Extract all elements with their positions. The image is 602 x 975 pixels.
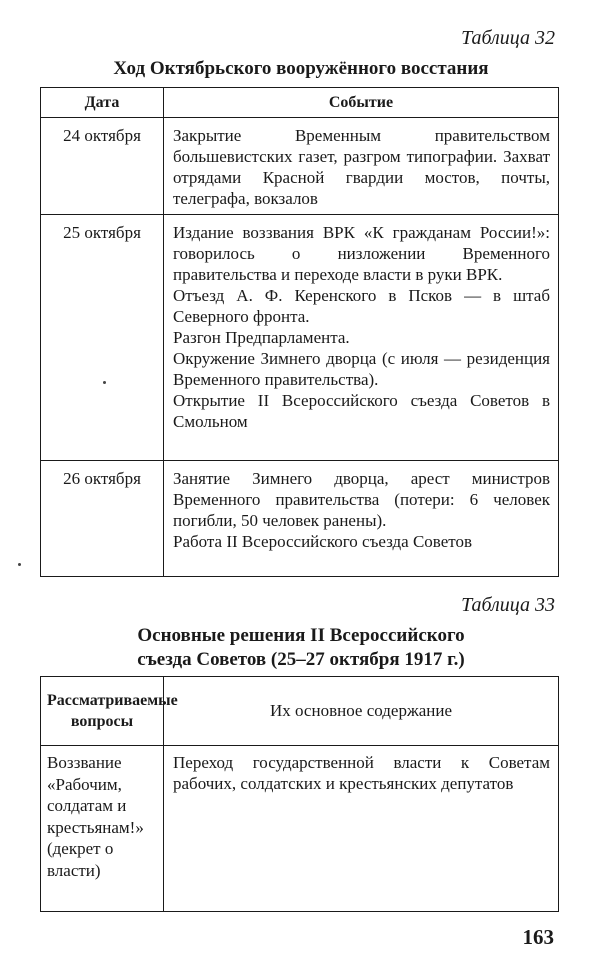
print-speck [103,381,106,384]
print-speck [18,563,21,566]
table-32-title: Ход Октябрьского вооружённого восстания [113,58,489,79]
table-32-header-row [41,88,559,118]
row-content: Переход государственной власти к Советам рабочих, солдатских и крестьянских депутатов [164,746,559,912]
table-32 [40,87,559,577]
row-date: 26 октября [41,461,164,577]
row-question: Воззвание «Рабочим, солдатам и крестьянам!» (декрет о власти) [41,746,164,912]
table-row [41,746,559,912]
table-33-header-row [41,677,559,746]
row-date: 25 октября [41,215,164,461]
row-event [164,461,559,577]
table-row [41,461,559,577]
table-row [41,118,559,215]
column-header-content: Их основное содержание [164,677,559,746]
table-row [41,215,559,461]
event-line: Отъезд А. Ф. Керенского в Псков — в штаб Северного фронта. [173,286,550,326]
table-33-title-line-1: Основные решения II Всероссийского [137,625,465,646]
event-line: Занятие Зимнего дворца, арест министров Временного правительства (потери: 6 человек погибли, 50 человек ранены). [173,469,550,530]
row-date: 24 октября [41,118,164,215]
row-event [164,215,559,461]
column-header-event: Событие [164,88,559,118]
event-line: Открытие II Всероссийского съезда Советов в Смольном [173,391,550,431]
table-33 [40,676,559,912]
table-33-title-line-2: съезда Советов (25–27 октября 1917 г.) [137,649,465,670]
event-line: Закрытие Временным правительством большевистских газет, разгром типографии. Захват отрядами Красной гвардии мостов, почты, телеграфа, вокзалов [173,126,550,208]
row-event [164,118,559,215]
event-line: Окружение Зимнего дворца (с июля — резиденция Временного правительства). [173,349,550,389]
table-32-caption: Таблица 32 [461,27,555,49]
event-line: Разгон Предпарламента. [173,328,350,347]
event-line: Работа II Всероссийского съезда Советов [173,532,473,551]
column-header-date: Дата [41,88,164,118]
column-header-questions: Рассматриваемые вопросы [41,677,164,746]
page-number: 163 [522,925,554,949]
event-line: Издание воззвания ВРК «К гражданам России!»: говорилось о низложении Временного правительства и переходе власти в руки ВРК. [173,223,550,284]
table-33-caption: Таблица 33 [461,594,555,616]
